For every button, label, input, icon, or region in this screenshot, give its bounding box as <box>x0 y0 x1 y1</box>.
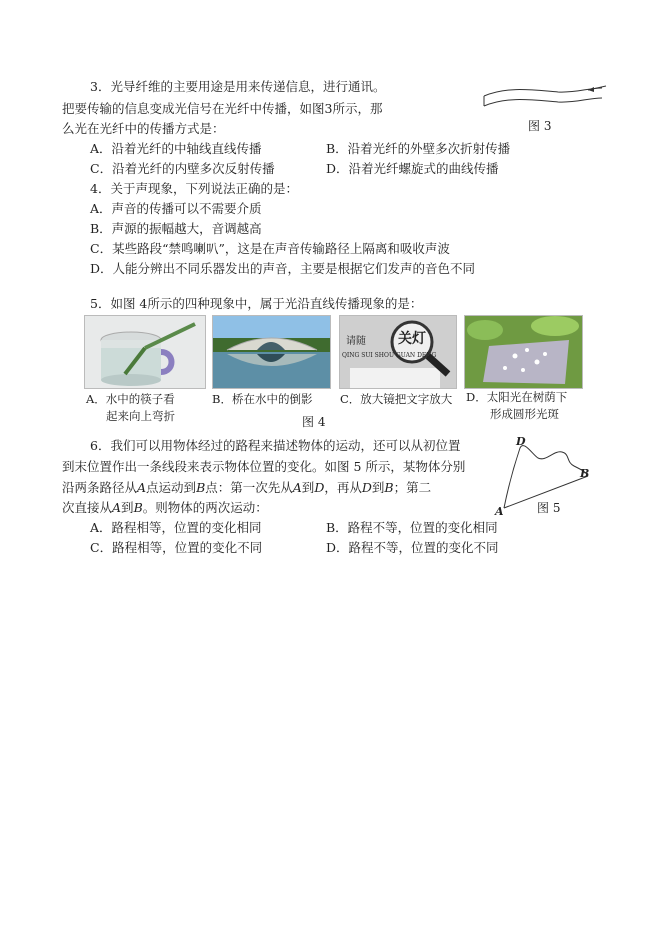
text: 到 <box>121 500 134 515</box>
text: 次直接从 <box>62 500 113 515</box>
q3-option-a: A．沿着光纤的中轴线直线传播 <box>90 141 262 156</box>
text: 。则物体的两次运动： <box>142 500 268 515</box>
q3-option-d: D．沿着光纤螺旋式的曲线传播 <box>326 161 499 176</box>
point-a-label: A <box>495 505 504 518</box>
photo-bridge-reflection <box>212 315 331 389</box>
q3-stem-line2: 把要传输的信息变成光信号在光纤中传播，如图3所示，那 <box>62 101 383 116</box>
q5-caption-d-line2: 形成圆形光斑 <box>490 407 559 421</box>
sign-text-magnified: 关灯 <box>398 331 426 347</box>
point-b-ref: B <box>133 500 143 515</box>
point-b-ref: B <box>384 480 394 495</box>
point-b-label: B <box>580 467 590 480</box>
q5-caption-c: C．放大镜把文字放大 <box>340 392 453 406</box>
text: 沿两条路径从 <box>62 480 138 495</box>
point-a-ref: A <box>137 480 147 495</box>
q6-option-b: B．路程不等，位置的变化相同 <box>326 520 498 535</box>
q5-caption-a-line2: 起来向上弯折 <box>106 409 175 423</box>
text: 到 <box>301 480 315 495</box>
q4-stem: 4．关于声现象，下列说法正确的是： <box>90 181 298 196</box>
photo-chopsticks-in-water <box>84 315 206 389</box>
figure-3-label: 图 3 <box>528 119 552 133</box>
text: 点运动到 <box>146 480 197 495</box>
q5-caption-b: B．桥在水中的倒影 <box>212 392 313 406</box>
point-d-ref: D <box>314 480 325 495</box>
text: ；第二 <box>393 480 432 495</box>
q5-caption-a-line1: A．水中的筷子看 <box>86 392 175 406</box>
q4-option-c: C．某些路段“禁鸣喇叭”，这是在声音传输路径上隔离和吸收声波 <box>90 241 450 256</box>
text: 点：第一次先从 <box>205 480 293 495</box>
point-a-ref: A <box>292 480 302 495</box>
q6-stem-line3 <box>62 480 431 496</box>
q6-option-d: D．路程不等，位置的变化不同 <box>326 540 499 555</box>
q6-option-c: C．路程相等，位置的变化不同 <box>90 540 263 555</box>
q3-stem-line3: 么光在光纤中的传播方式是： <box>62 121 225 136</box>
figure-5-label: 图 5 <box>537 501 561 515</box>
q5-stem: 5．如图 4所示的四种现象中，属于光沿直线传播现象的是： <box>90 296 423 311</box>
figure-4-label: 图 4 <box>302 415 326 429</box>
q6-stem-line2: 到末位置作出一条线段来表示物体位置的变化。如图 5 所示，某物体分别 <box>62 459 466 474</box>
point-b-ref: B <box>196 480 206 495</box>
sign-text-pinyin: QING SUI SHOU GUAN DENG <box>342 352 437 359</box>
q3-stem-line1: 3．光导纤维的主要用途是用来传递信息，进行通讯。 <box>90 79 386 94</box>
q6-stem-line1: 6．我们可以用物体经过的路程来描述物体的运动，还可以从初位置 <box>90 438 461 453</box>
q4-option-a: A．声音的传播可以不需要介质 <box>90 201 262 216</box>
optical-fiber-figure <box>478 82 608 116</box>
q3-option-b: B．沿着光纤的外壁多次折射传播 <box>326 141 511 156</box>
q4-option-d: D．人能分辨出不同乐器发出的声音，主要是根据它们发声的音色不同 <box>90 261 476 276</box>
q5-caption-d-line1: D．太阳光在树荫下 <box>466 390 568 404</box>
text: 到 <box>371 480 385 495</box>
text: ，再从 <box>324 480 362 495</box>
point-d-ref: D <box>361 480 372 495</box>
q6-option-a: A．路程相等，位置的变化相同 <box>90 520 262 535</box>
q3-option-c: C．沿着光纤的内壁多次反射传播 <box>90 161 275 176</box>
q4-option-b: B．声源的振幅越大，音调越高 <box>90 221 262 236</box>
point-a-ref: A <box>112 500 122 515</box>
point-d-label: D <box>516 435 526 448</box>
photo-magnifier-text <box>339 315 457 389</box>
sign-text-small: 请随 <box>346 336 366 347</box>
photo-sun-spots-under-tree <box>464 315 583 389</box>
q6-stem-line4 <box>62 500 268 516</box>
